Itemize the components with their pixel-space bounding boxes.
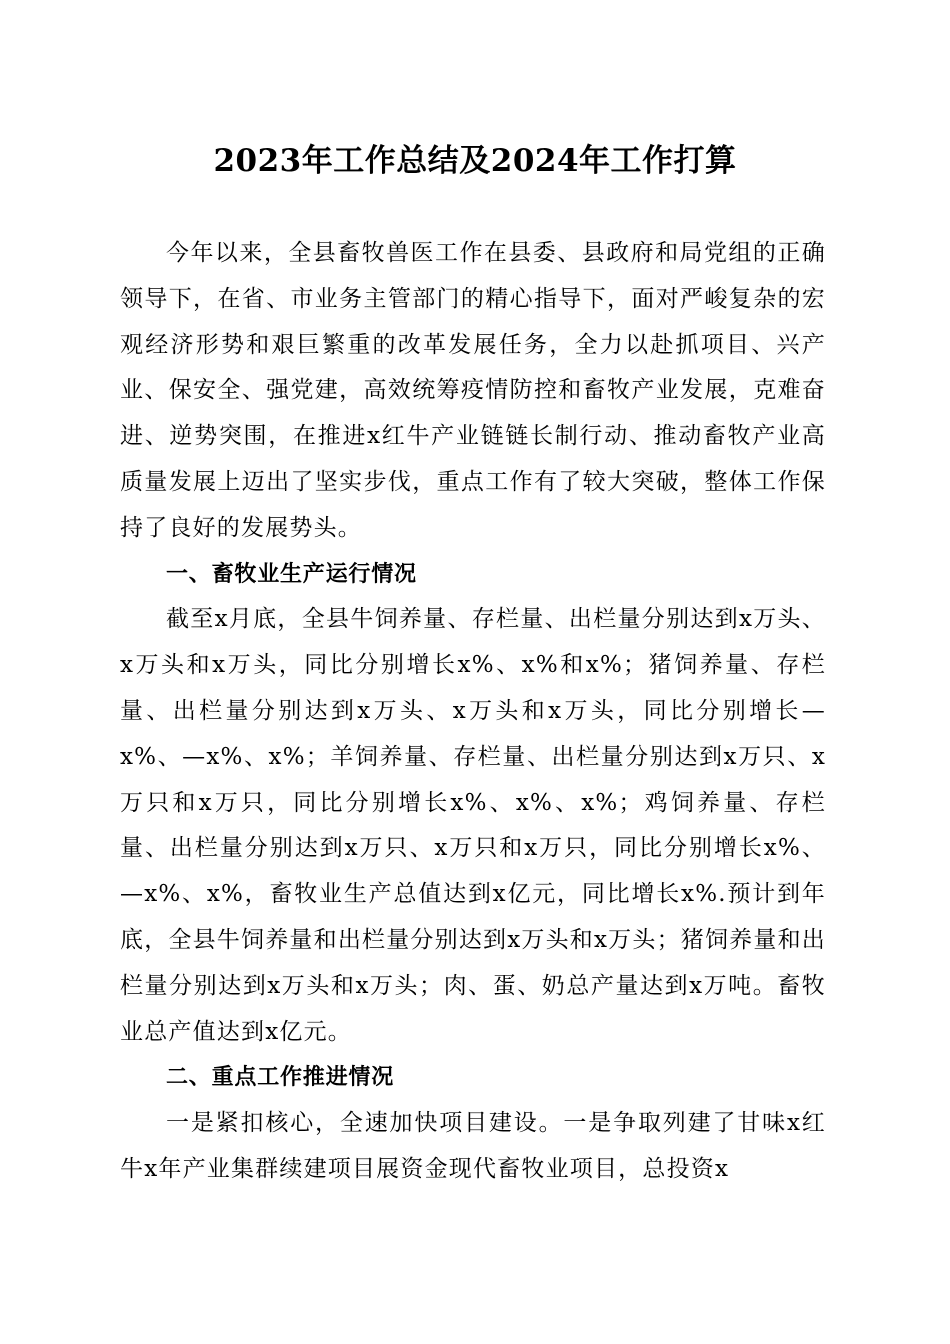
key-work-paragraph: 一是紧扣核心，全速加快项目建设。一是争取列建了甘味x红牛x年产业集群续建项目展资金现代畜牧业项目，总投资x (120, 1110, 826, 1182)
document-body (120, 231, 826, 1193)
intro-paragraph: 今年以来，全县畜牧兽医工作在县委、县政府和局党组的正确领导下，在省、市业务主管部门的精心指导下，面对严峻复杂的宏观经济形势和艰巨繁重的改革发展任务，全力以赴抓项目、兴产业、保安全、强党建，高效统筹疫情防控和畜牧产业发展，克难奋进、逆势突围，在推进x红牛产业链链长制行动、推动畜牧产业高质量发展上迈出了坚实步伐，重点工作有了较大突破，整体工作保持了良好的发展势头。 (120, 240, 826, 541)
section-heading-production: 一、畜牧业生产运行情况 (166, 561, 417, 587)
document-title: 2023年工作总结及2024年工作打算 (213, 143, 737, 179)
section-heading-key-work: 二、重点工作推进情况 (166, 1065, 395, 1091)
production-paragraph: 截至x月底，全县牛饲养量、存栏量、出栏量分别达到x万头、x万头和x万头，同比分别增长x%、x%和x%；猪饲养量、存栏量、出栏量分别达到x万头、x万头和x万头，同比分别增长—x%、—x%、x%；羊饲养量、存栏量、出栏量分别达到x万只、x万只和x万只，同比分别增长x%、x%、x%；鸡饲养量、存栏量、出栏量分别达到x万只、x万只和x万只，同比分别增长x%、—x%、x%，畜牧业生产总值达到x亿元，同比增长x%.预计到年底，全县牛饲养量和出栏量分别达到x万头和x万头；猪饲养量和出栏量分别达到x万头和x万头；肉、蛋、奶总产量达到x万吨。畜牧业总产值达到x亿元。 (120, 606, 826, 1045)
